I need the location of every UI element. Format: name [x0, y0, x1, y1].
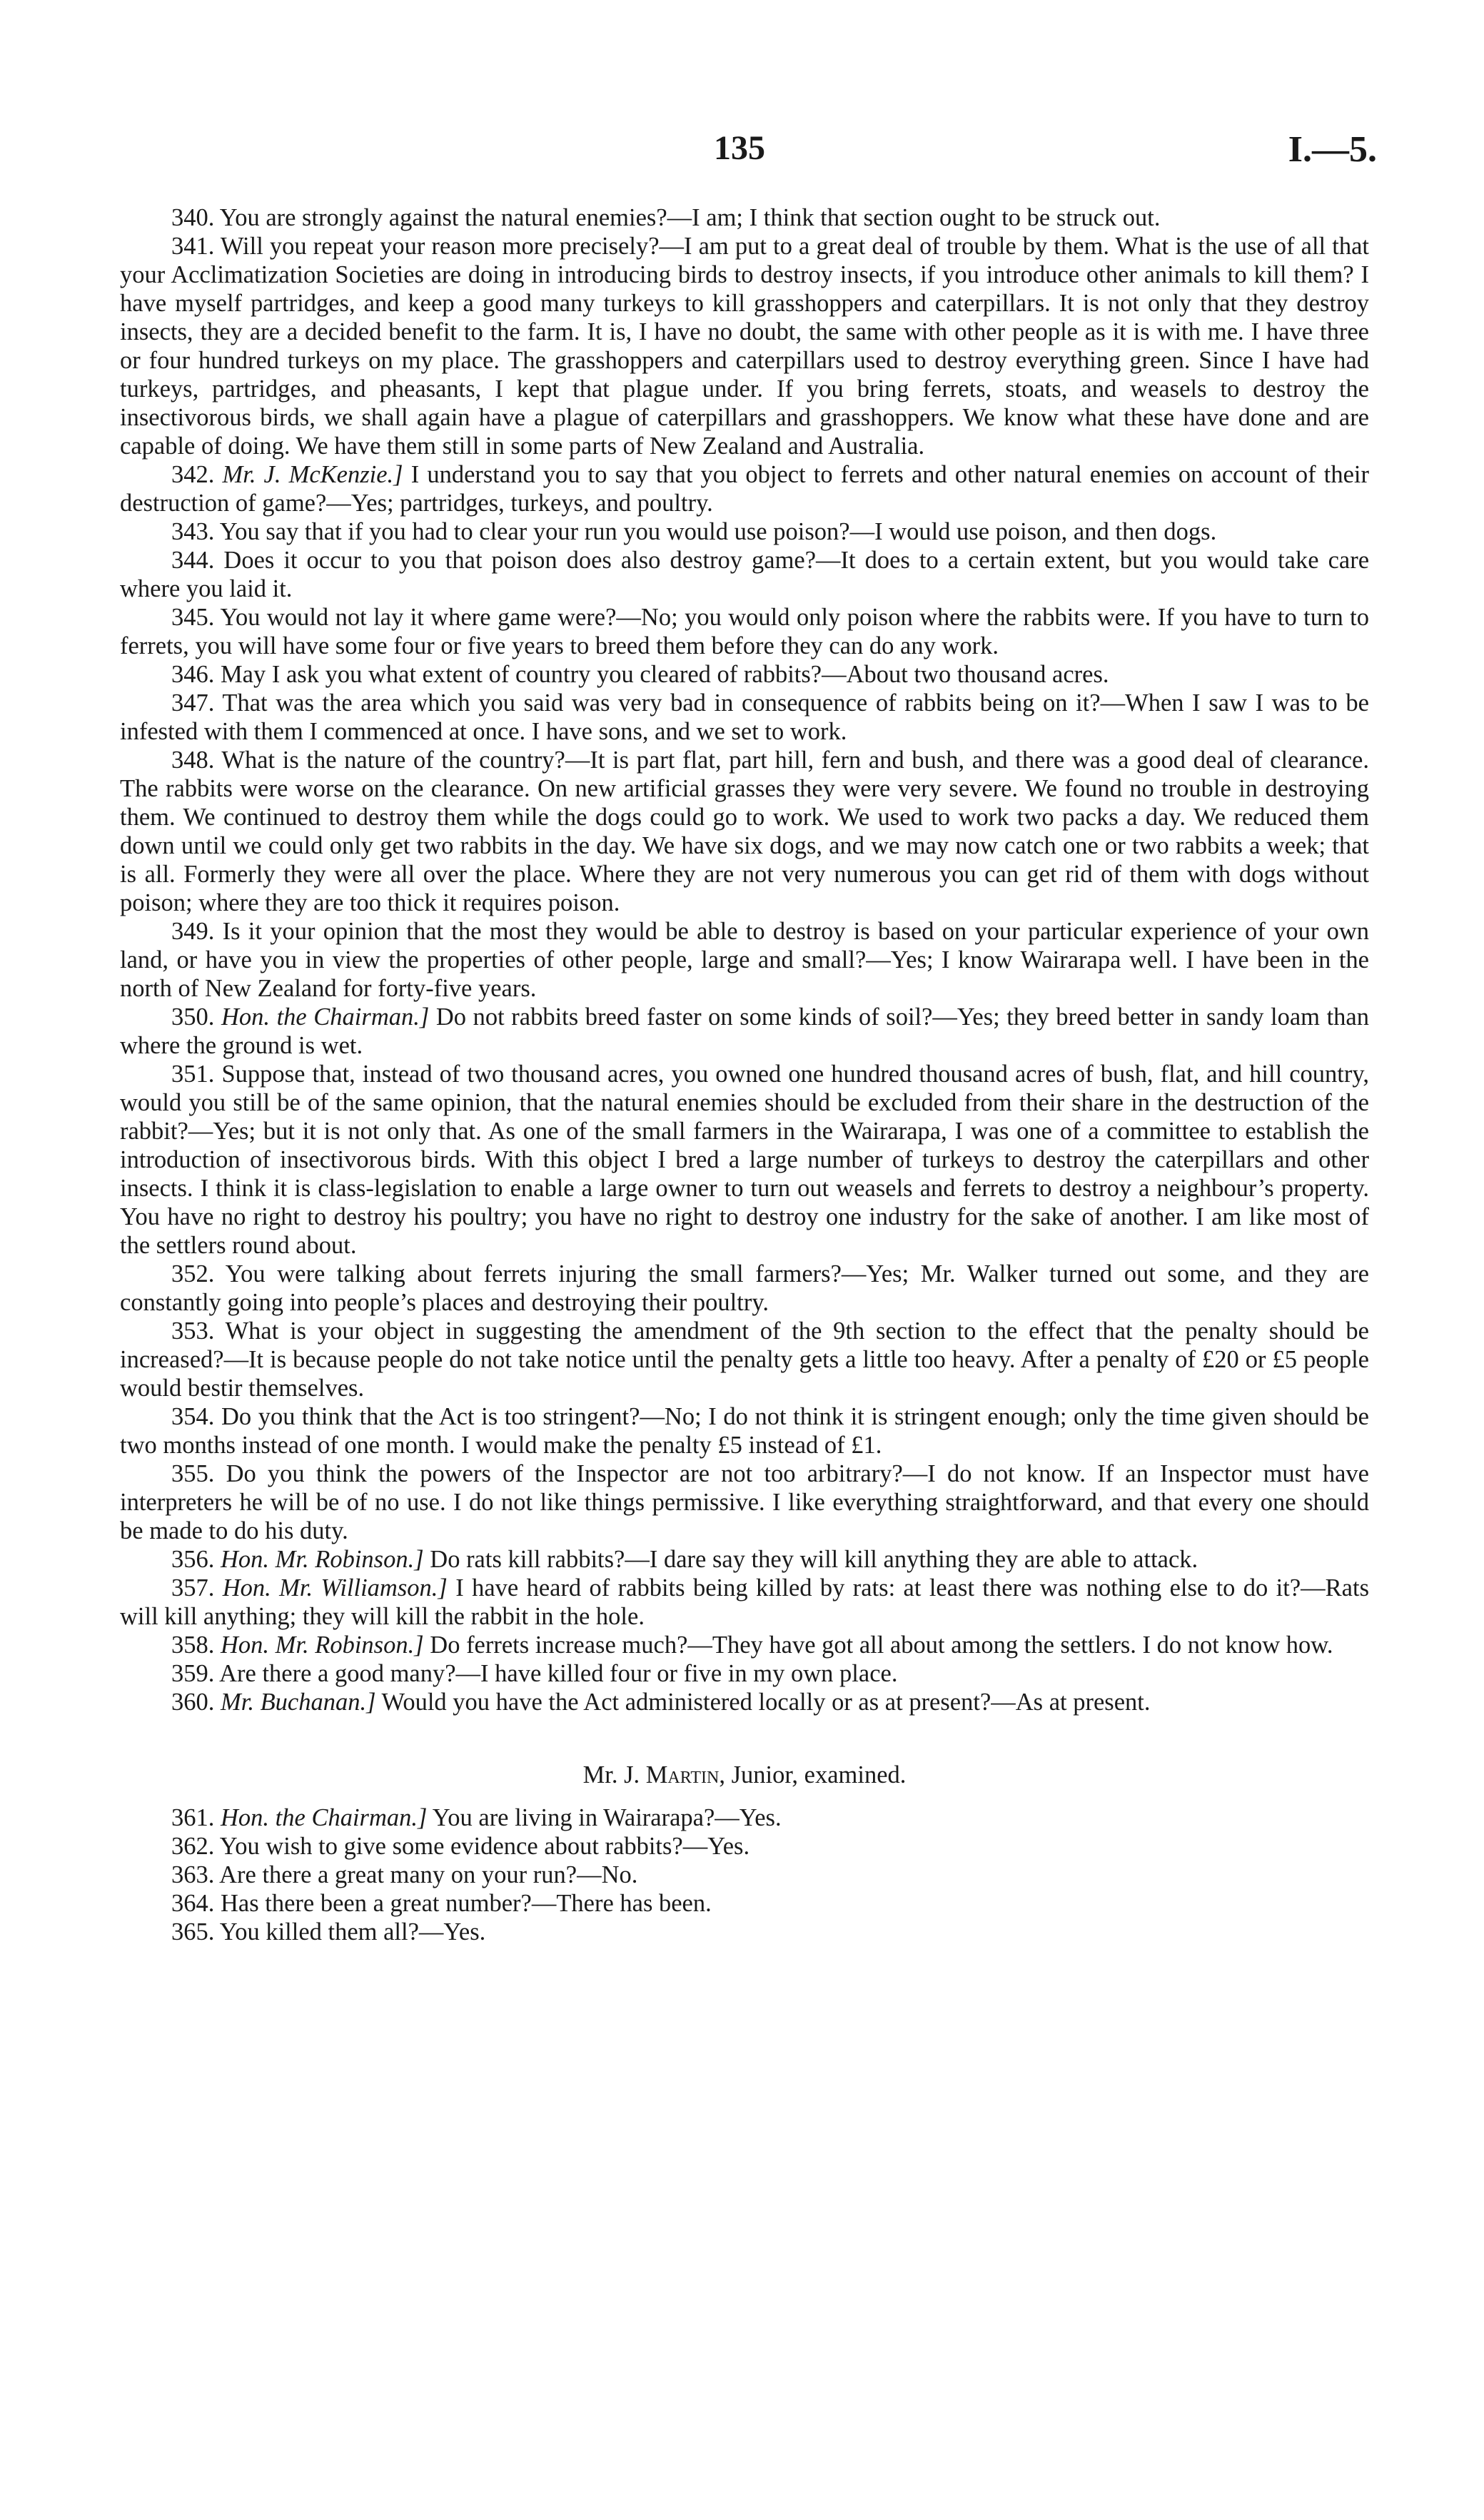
witness-suffix: , Junior, examined.: [719, 1761, 907, 1788]
question-paragraph: [120, 1659, 1369, 1688]
question-paragraph: [120, 1803, 1369, 1832]
question-text: Suppose that, instead of two thousand acres, you owned one hundred thousand acres of bush, flat, and hill country, would you still be of the same opinion, that the natural enemies should be excluded from their share in the destruction of the rabbit?—Yes; but it is not only that. As one of the small farmers in the Wairarapa, I was one of a committee to establish the introduction of insectivorous birds. With this object I bred a large number of turkeys to destroy the caterpillars and other insects. I think it is class-legislation to enable a large owner to turn out weasels and ferrets to destroy a neighbour’s property. You have no right to destroy his poultry; you have no right to destroy one industry for the sake of another. I am like most of the settlers round about.: [120, 1061, 1370, 1259]
question-paragraph: [120, 603, 1369, 660]
question-text: Would you have the Act administered locally or as at present?—As at present.: [381, 1689, 1151, 1716]
question-text: Do not rabbits breed faster on some kinds of soil?—Yes; they breed better in sandy loam than where the ground is wet.: [120, 1003, 1369, 1059]
question-number: 350.: [171, 1003, 215, 1031]
evidence-section-2: [120, 1803, 1369, 1946]
question-text: Does it occur to you that poison does also destroy game?—It does to a certain extent, but you would take care where you laid it.: [120, 547, 1370, 602]
question-number: 360.: [171, 1689, 215, 1716]
question-number: 349.: [171, 918, 215, 945]
question-text: You say that if you had to clear your run you would use poison?—I would use poison, and then dogs.: [219, 518, 1217, 545]
question-text: You wish to give some evidence about rabbits?—Yes.: [219, 1833, 750, 1860]
question-paragraph: [120, 546, 1369, 603]
question-text: You are living in Wairarapa?—Yes.: [432, 1804, 782, 1831]
question-paragraph: [120, 1545, 1369, 1574]
question-text: Will you repeat your reason more precisely?—I am put to a great deal of trouble by them. What is the use of all that your Acclimatization Societies are doing in introducing birds to destroy insects, if you introduce other animals to kill them? I have myself partridges, and keep a good many turkeys to kill grasshoppers and caterpillars. It is not only that they destroy insects, they are a decided benefit to the farm. It is, I have no doubt, the same with other people as it is with me. I have three or four hundred turkeys on my place. The grasshoppers and caterpillars used to destroy everything green. Since I have had turkeys, partridges, and pheasants, I kept that plague under. If you bring ferrets, stoats, and weasels to destroy the insectivorous birds, we shall again have a plague of caterpillars and grasshoppers. We know what these have done and are capable of doing. We have them still in some parts of New Zealand and Australia.: [120, 233, 1369, 460]
question-paragraph: [120, 460, 1369, 517]
question-number: 358.: [171, 1631, 215, 1659]
question-number: 359.: [171, 1660, 215, 1687]
question-paragraph: [120, 1459, 1369, 1545]
question-paragraph: [120, 746, 1369, 917]
question-number: 341.: [171, 233, 215, 260]
question-number: 352.: [171, 1260, 215, 1287]
page-header: [0, 128, 1484, 178]
question-text: May I ask you what extent of country you cleared of rabbits?—About two thousand acres.: [221, 661, 1109, 688]
speaker-name: Mr. Buchanan.]: [221, 1689, 376, 1716]
question-number: 364.: [171, 1890, 215, 1917]
question-text: You are strongly against the natural enemies?—I am; I think that section ought to be struck out.: [219, 204, 1161, 231]
witness-heading: [120, 1761, 1369, 1789]
witness-name: Martin: [645, 1761, 720, 1788]
question-paragraph: [120, 689, 1369, 746]
question-text: That was the area which you said was very bad in consequence of rabbits being on it?—When I saw I was to be infested with them I commenced at once. I have sons, and we set to work.: [120, 689, 1369, 745]
question-number: 356.: [171, 1546, 215, 1573]
question-paragraph: [120, 517, 1369, 546]
question-paragraph: [120, 660, 1369, 689]
question-number: 340.: [171, 204, 215, 231]
question-number: 347.: [171, 689, 215, 717]
question-paragraph: [120, 1861, 1369, 1889]
question-number: 354.: [171, 1403, 215, 1430]
question-paragraph: [120, 1832, 1369, 1861]
question-text: What is your object in suggesting the amendment of the 9th section to the effect that the penalty should be increased?—It is because people do not take notice until the penalty gets a little too heavy. After a penalty of £20 or £5 people would bestir themselves.: [120, 1317, 1369, 1402]
evidence-text: [120, 203, 1369, 1946]
question-text: I understand you to say that you object to ferrets and other natural enemies on account of their destruction of game?—Yes; partridges, turkeys, and poultry.: [120, 461, 1369, 517]
question-text: What is the nature of the country?—It is part flat, part hill, fern and bush, and there was a good deal of clearance. The rabbits were worse on the clearance. On new artificial grasses they were very severe. We found no trouble in destroying them. We continued to destroy them while the dogs could go to work. We used to work two packs a day. We reduced them down until we could only get two rabbits in the day. We have six dogs, and we may now catch one or two rabbits a week; that is all. Formerly they were all over the place. Where they are not very numerous you can get rid of them with dogs without poison; where they are too thick it requires poison.: [120, 747, 1369, 916]
question-text: Are there a good many?—I have killed four or five in my own place.: [219, 1660, 898, 1687]
question-paragraph: [120, 1317, 1369, 1402]
question-text: Do rats kill rabbits?—I dare say they will kill anything they are able to attack.: [430, 1546, 1198, 1573]
evidence-section-1: [120, 203, 1369, 1716]
question-paragraph: [120, 1688, 1369, 1716]
question-paragraph: [120, 1918, 1369, 1946]
question-number: 353.: [171, 1317, 215, 1345]
speaker-name: Mr. J. McKenzie.]: [222, 461, 403, 488]
speaker-name: Hon. Mr. Robinson.]: [221, 1546, 424, 1573]
question-paragraph: [120, 1402, 1369, 1459]
question-number: 348.: [171, 747, 215, 774]
question-number: 351.: [171, 1061, 215, 1088]
question-text: Do you think the powers of the Inspector are not too arbitrary?—I do not know. If an Inspector must have interpreters he will be of no use. I do not like things permissive. I like everything straightforward, and that every one should be made to do his duty.: [120, 1460, 1369, 1544]
question-paragraph: [120, 1003, 1369, 1060]
question-text: Is it your opinion that the most they would be able to destroy is based on your particular experience of your own land, or have you in view the properties of other people, large and small?—Yes; I know Wairarapa well. I have been in the north of New Zealand for forty-five years.: [120, 918, 1370, 1002]
question-text: Has there been a great number?—There has been.: [221, 1890, 712, 1917]
question-number: 362.: [171, 1833, 215, 1860]
speaker-name: Hon. Mr. Robinson.]: [221, 1631, 424, 1659]
question-number: 361.: [171, 1804, 215, 1831]
question-number: 344.: [171, 547, 215, 574]
page-number: 135: [714, 129, 765, 167]
question-number: 342.: [171, 461, 215, 488]
question-paragraph: [120, 1631, 1369, 1659]
question-text: I have heard of rabbits being killed by rats: at least there was nothing else to do it?—Rats will kill anything; they will kill the rabbit in the hole.: [120, 1574, 1369, 1630]
question-text: Are there a great many on your run?—No.: [219, 1861, 638, 1888]
question-text: You would not lay it where game were?—No; you would only poison where the rabbits were. If you have to turn to ferrets, you will have some four or five years to breed them before they can do any work.: [120, 604, 1369, 659]
question-number: 357.: [171, 1574, 215, 1601]
question-paragraph: [120, 1574, 1369, 1631]
question-paragraph: [120, 232, 1369, 460]
question-number: 346.: [171, 661, 215, 688]
question-number: 355.: [171, 1460, 215, 1487]
question-paragraph: [120, 917, 1369, 1003]
speaker-name: Hon. Mr. Williamson.]: [222, 1574, 448, 1601]
question-number: 345.: [171, 604, 215, 631]
question-text: Do you think that the Act is too stringent?—No; I do not think it is stringent enough; only the time given should be two months instead of one month. I would make the penalty £5 instead of £1.: [120, 1403, 1369, 1459]
question-number: 365.: [171, 1918, 215, 1945]
question-paragraph: [120, 1889, 1369, 1918]
question-text: Do ferrets increase much?—They have got all about among the settlers. I do not know how.: [430, 1631, 1333, 1659]
question-number: 343.: [171, 518, 215, 545]
speaker-name: Hon. the Chairman.]: [221, 1003, 430, 1031]
question-text: You were talking about ferrets injuring the small farmers?—Yes; Mr. Walker turned out some, and they are constantly going into people’s places and destroying their poultry.: [120, 1260, 1369, 1316]
question-paragraph: [120, 1260, 1369, 1317]
question-paragraph: [120, 203, 1369, 232]
question-number: 363.: [171, 1861, 215, 1888]
witness-prefix: Mr. J.: [582, 1761, 640, 1788]
speaker-name: Hon. the Chairman.]: [221, 1804, 428, 1831]
question-paragraph: [120, 1060, 1369, 1260]
question-text: You killed them all?—Yes.: [219, 1918, 486, 1945]
paper-reference: I.—5.: [1288, 129, 1377, 170]
